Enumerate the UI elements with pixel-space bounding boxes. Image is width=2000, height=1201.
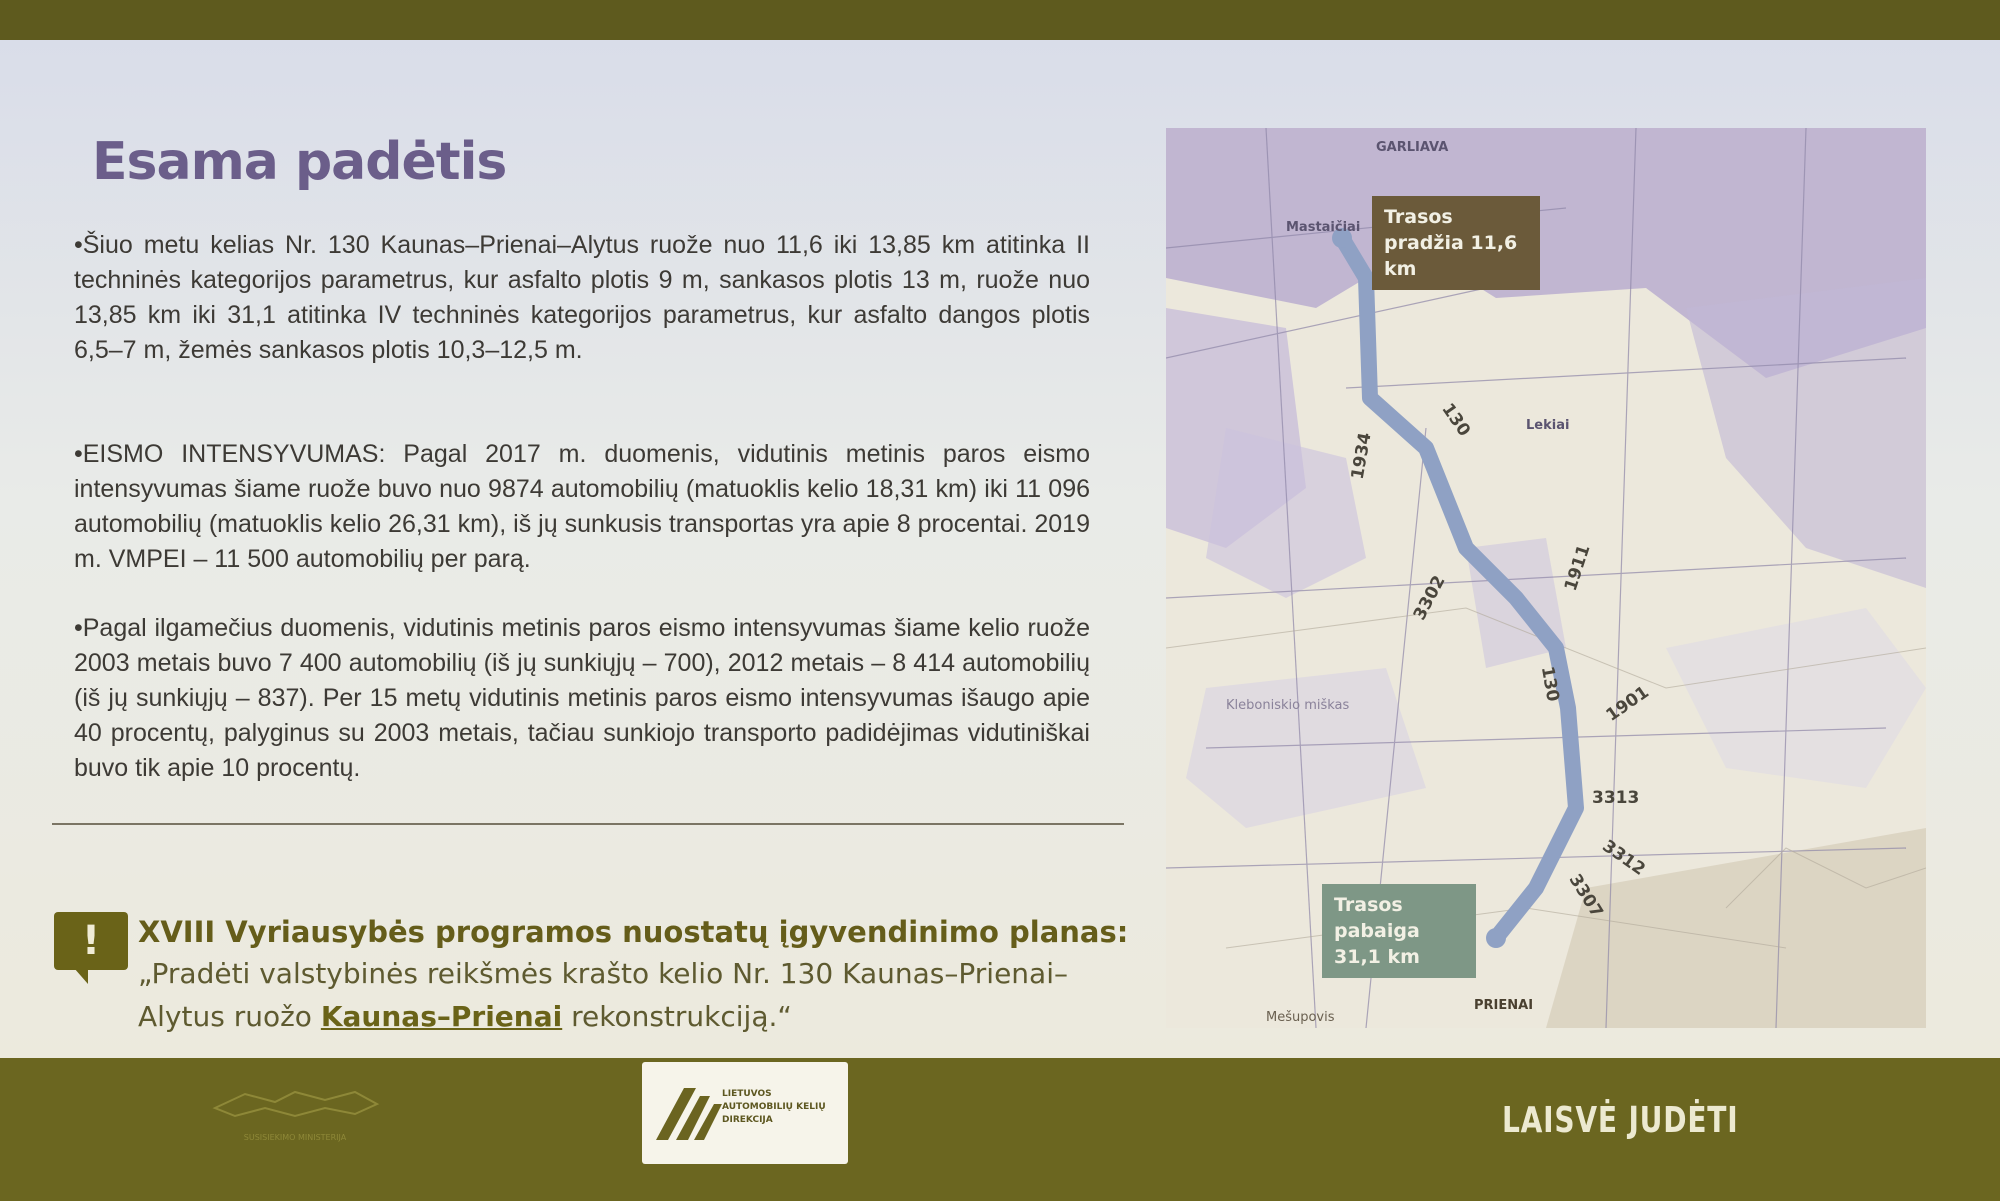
screen-top-band: [0, 0, 2000, 42]
map-label-lekiai: Lekiai: [1526, 418, 1570, 433]
paragraph-traffic-intensity: •EISMO INTENSYVUMAS: Pagal 2017 m. duomenis, vidutinis metinis paros eismo intensyvumas šiame ruože buvo nuo 9874 automobilių (matuoklis kelio 18,31 km) iki 11 096 automobilių (matuoklis kelio 26,31 km), iš jų sunkusis transportas yra apie 8 procentai. 2019 m. VMPEI – 11 500 automobilių per parą.: [74, 440, 1090, 573]
map-label-mastaiciai: Mastaičiai: [1286, 220, 1361, 235]
paragraph-long-term-data: •Pagal ilgamečius duomenis, vidutinis metinis paros eismo intensyvumas šiame kelio ruože 2003 metais buvo 7 400 automobilių (iš jų sunkiųjų – 700), 2012 metais – 8 414 automobilių (iš jų sunkiųjų – 837). Per 15 metų vidutinis metinis paros eismo intensyvumas išaugo apie 40 procentų, palyginus su 2003 metais, tačiau sunkiojo transporto padidėjimas vidutiniškai buvo tik apie 10 procentų.: [74, 614, 1090, 782]
ministry-logo-text: SUSISIEKIMO MINISTERIJA: [243, 1133, 347, 1142]
map-label-forest: Kleboniskio miškas: [1226, 698, 1350, 713]
route-label-3307: 3307: [1564, 870, 1607, 922]
route-map: [1166, 128, 1926, 1028]
plan-quote-link[interactable]: Kaunas–Prienai: [320, 1000, 563, 1033]
plan-quote: [138, 952, 1118, 1038]
route-label-1901: 1901: [1602, 682, 1653, 726]
route-label-130-south: 130: [1536, 664, 1563, 704]
route-label-3313: 3313: [1592, 788, 1640, 808]
content-divider: [52, 823, 1124, 825]
route-start-callout: Trasos pradžia 11,6 km: [1372, 196, 1540, 290]
map-label-mesupovis: Mešupovis: [1266, 1010, 1335, 1025]
plan-heading: XVIII Vyriausybės programos nuostatų įgyvendinimo planas:: [138, 915, 1129, 949]
exclamation-icon: !: [54, 912, 128, 970]
map-label-garliava: GARLIAVA: [1376, 140, 1449, 155]
map-label-prienai: PRIENAI: [1474, 998, 1534, 1013]
route-label-130-north: 130: [1437, 399, 1475, 441]
plan-quote-start: „Pradėti valstybinės reikšmės krašto kelio Nr. 130 Kaunas–Prienai–Alytus ruožo: [138, 957, 1068, 1033]
slogan: LAISVĖ JUDĖTI: [1502, 1100, 1739, 1141]
slide-title: Esama padėtis: [92, 132, 507, 192]
route-label-3302: 3302: [1409, 572, 1450, 624]
route-label-1911: 1911: [1560, 542, 1595, 594]
map-background: [1166, 128, 1926, 1028]
ministry-logo-icon: [205, 1080, 385, 1150]
route-label-1934: 1934: [1347, 430, 1376, 482]
lakd-logo-text: LIETUVOS AUTOMOBILIŲ KELIŲ DIREKCIJA: [722, 1089, 826, 1125]
route-label-3312: 3312: [1598, 836, 1649, 880]
lakd-logo-icon: [650, 1074, 730, 1154]
route-end-callout: Trasos pabaiga 31,1 km: [1322, 884, 1476, 978]
paragraph-road-parameters: •Šiuo metu kelias Nr. 130 Kaunas–Prienai–Alytus ruože nuo 11,6 iki 13,85 km atitinka II techninės kategorijos parametrus, kur asfalto plotis 9 m, sankasos plotis 13 m, ruože nuo 13,85 km iki 31,1 atitinka IV techninės kategorijos parametrus, kur asfalto dangos plotis 6,5–7 m, žemės sankasos plotis 10,3–12,5 m.: [74, 231, 1090, 364]
plan-quote-end: rekonstrukciją.“: [562, 1000, 792, 1033]
